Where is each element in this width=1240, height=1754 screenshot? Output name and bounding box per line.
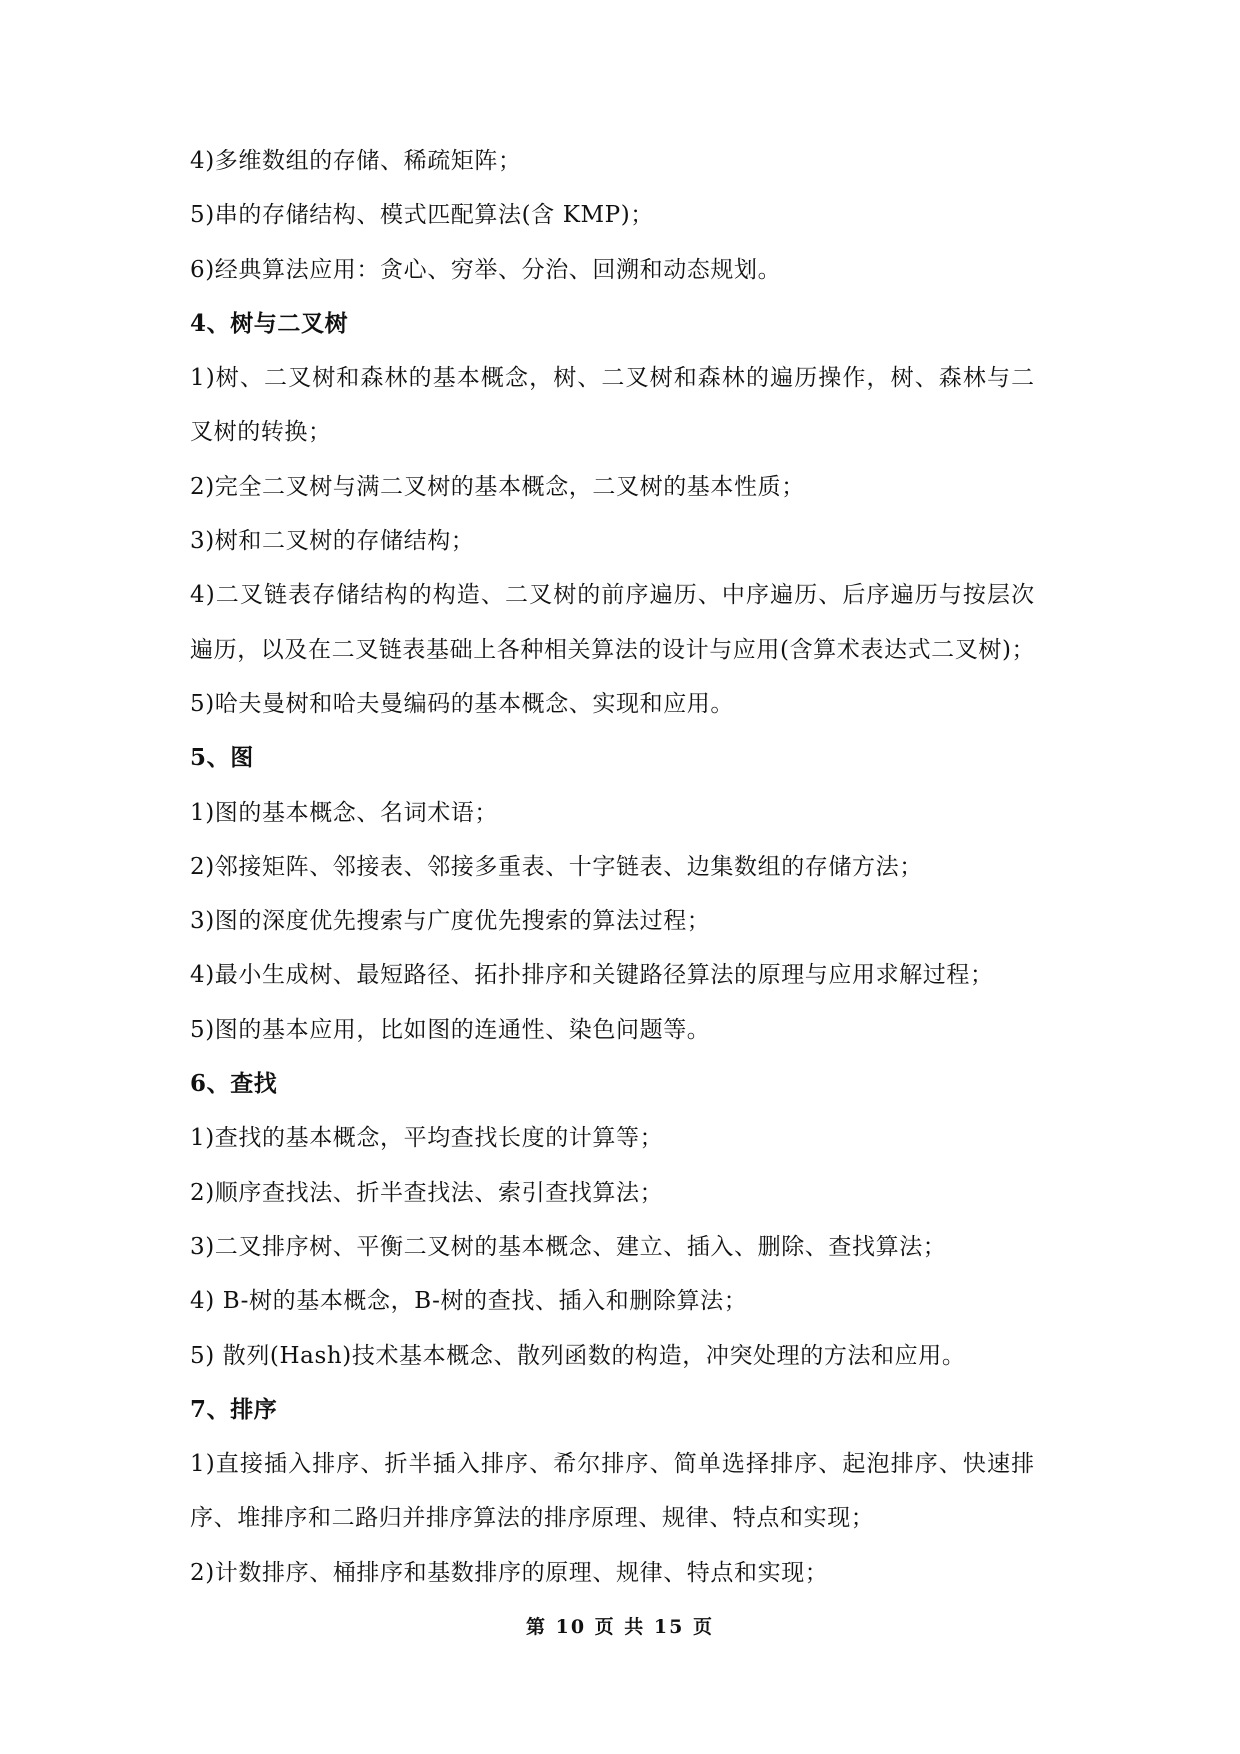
list-item: 4)二叉链表存储结构的构造、二叉树的前序遍历、中序遍历、后序遍历与按层次 <box>190 582 1036 609</box>
list-item: 3)二叉排序树、平衡二叉树的基本概念、建立、插入、删除、查找算法； <box>190 1233 947 1260</box>
list-item: 1)直接插入排序、折半插入排序、希尔排序、简单选择排序、起泡排序、快速排 <box>190 1451 1036 1478</box>
section-heading: 5、图 <box>190 744 254 772</box>
list-item: 1)查找的基本概念，平均查找长度的计算等； <box>190 1125 664 1152</box>
list-item: 6)经典算法应用：贪心、穷举、分治、回溯和动态规划。 <box>190 256 782 283</box>
page-footer: 第 10 页 共 15 页 <box>526 1616 714 1638</box>
list-item: 4)多维数组的存储、稀疏矩阵； <box>190 148 522 174</box>
list-item: 遍历，以及在二叉链表基础上各种相关算法的设计与应用(含算术表达式二叉树)； <box>190 636 1036 663</box>
list-item: 2)计数排序、桶排序和基数排序的原理、规律、特点和实现； <box>190 1559 829 1586</box>
document-body <box>190 134 1070 1600</box>
list-item: 2)邻接矩阵、邻接表、邻接多重表、十字链表、边集数组的存储方法； <box>190 853 923 880</box>
list-item: 2)完全二叉树与满二叉树的基本概念，二叉树的基本性质； <box>190 473 805 500</box>
list-item: 3)树和二叉树的存储结构； <box>190 528 475 555</box>
list-item: 5)图的基本应用，比如图的连通性、染色问题等。 <box>190 1016 711 1043</box>
list-item: 2)顺序查找法、折半查找法、索引查找算法； <box>190 1179 664 1206</box>
section-heading: 6、查找 <box>190 1070 278 1098</box>
list-item: 4)最小生成树、最短路径、拓扑排序和关键路径算法的原理与应用求解过程； <box>190 962 994 989</box>
list-item: 序、堆排序和二路归并排序算法的排序原理、规律、特点和实现； <box>190 1505 875 1532</box>
list-item: 1)图的基本概念、名词术语； <box>190 799 499 826</box>
list-item: 1)树、二叉树和森林的基本概念，树、二叉树和森林的遍历操作，树、森林与二 <box>190 365 1036 392</box>
list-item: 叉树的转换； <box>190 419 332 446</box>
list-item: 5)哈夫曼树和哈夫曼编码的基本概念、实现和应用。 <box>190 690 735 717</box>
section-heading: 4、树与二叉树 <box>190 309 349 337</box>
list-item: 5)串的存储结构、模式匹配算法(含 KMP)； <box>190 202 654 229</box>
section-heading: 7、排序 <box>190 1395 278 1423</box>
list-item: 4) B-树的基本概念，B-树的查找、插入和删除算法； <box>190 1288 748 1315</box>
list-item: 3)图的深度优先搜索与广度优先搜索的算法过程； <box>190 908 711 935</box>
list-item: 5) 散列(Hash)技术基本概念、散列函数的构造，冲突处理的方法和应用。 <box>190 1342 966 1369</box>
